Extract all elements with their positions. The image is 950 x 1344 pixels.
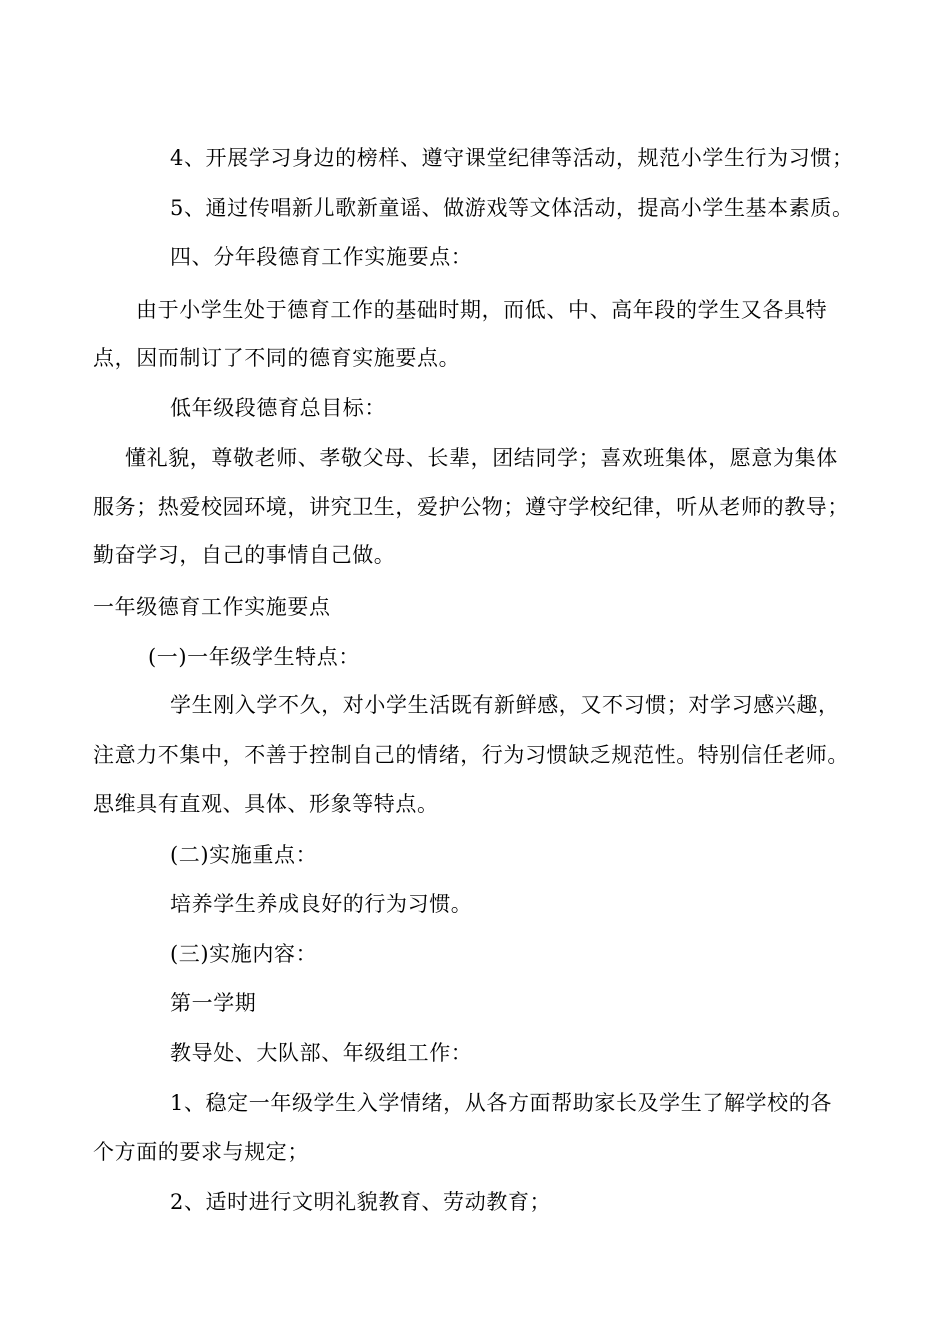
text-line: 点，因而制订了不同的德育实施要点。	[93, 346, 461, 370]
text-line: 2、适时进行文明礼貌教育、劳动教育；	[170, 1190, 552, 1214]
text-line: 4、开展学习身边的榜样、遵守课堂纪律等活动，规范小学生行为习惯；	[170, 146, 854, 170]
text-line: 教导处、大队部、年级组工作：	[170, 1041, 473, 1065]
subheading: (二)实施重点：	[170, 843, 318, 867]
text-line: 第一学期	[170, 991, 257, 1015]
subheading: (三)实施内容：	[170, 942, 318, 966]
subheading: (一)一年级学生特点：	[148, 645, 360, 669]
text-line: 勤奋学习，自己的事情自己做。	[93, 543, 396, 567]
subheading: 一年级德育工作实施要点	[93, 595, 331, 619]
text-line: 培养学生养成良好的行为习惯。	[170, 892, 473, 916]
text-line: 由于小学生处于德育工作的基础时期，而低、中、高年段的学生又各具特	[136, 298, 828, 322]
text-line: 学生刚入学不久，对小学生活既有新鲜感，又不习惯；对学习感兴趣，	[170, 693, 840, 717]
text-line: 1、稳定一年级学生入学情绪，从各方面帮助家长及学生了解学校的各	[170, 1091, 832, 1115]
subheading: 低年级段德育总目标：	[170, 396, 386, 420]
text-line: 思维具有直观、具体、形象等特点。	[93, 792, 439, 816]
section-heading: 四、分年段德育工作实施要点：	[170, 245, 473, 269]
text-line: 个方面的要求与规定；	[93, 1140, 309, 1164]
text-line: 注意力不集中，不善于控制自己的情绪，行为习惯缺乏规范性。特别信任老师。	[93, 743, 849, 767]
text-line: 服务；热爱校园环境，讲究卫生，爱护公物；遵守学校纪律，听从老师的教导；	[93, 495, 849, 519]
text-line: 懂礼貌，尊敬老师、孝敬父母、长辈，团结同学；喜欢班集体，愿意为集体	[125, 446, 838, 470]
text-line: 5、通过传唱新儿歌新童谣、做游戏等文体活动，提高小学生基本素质。	[170, 196, 854, 220]
